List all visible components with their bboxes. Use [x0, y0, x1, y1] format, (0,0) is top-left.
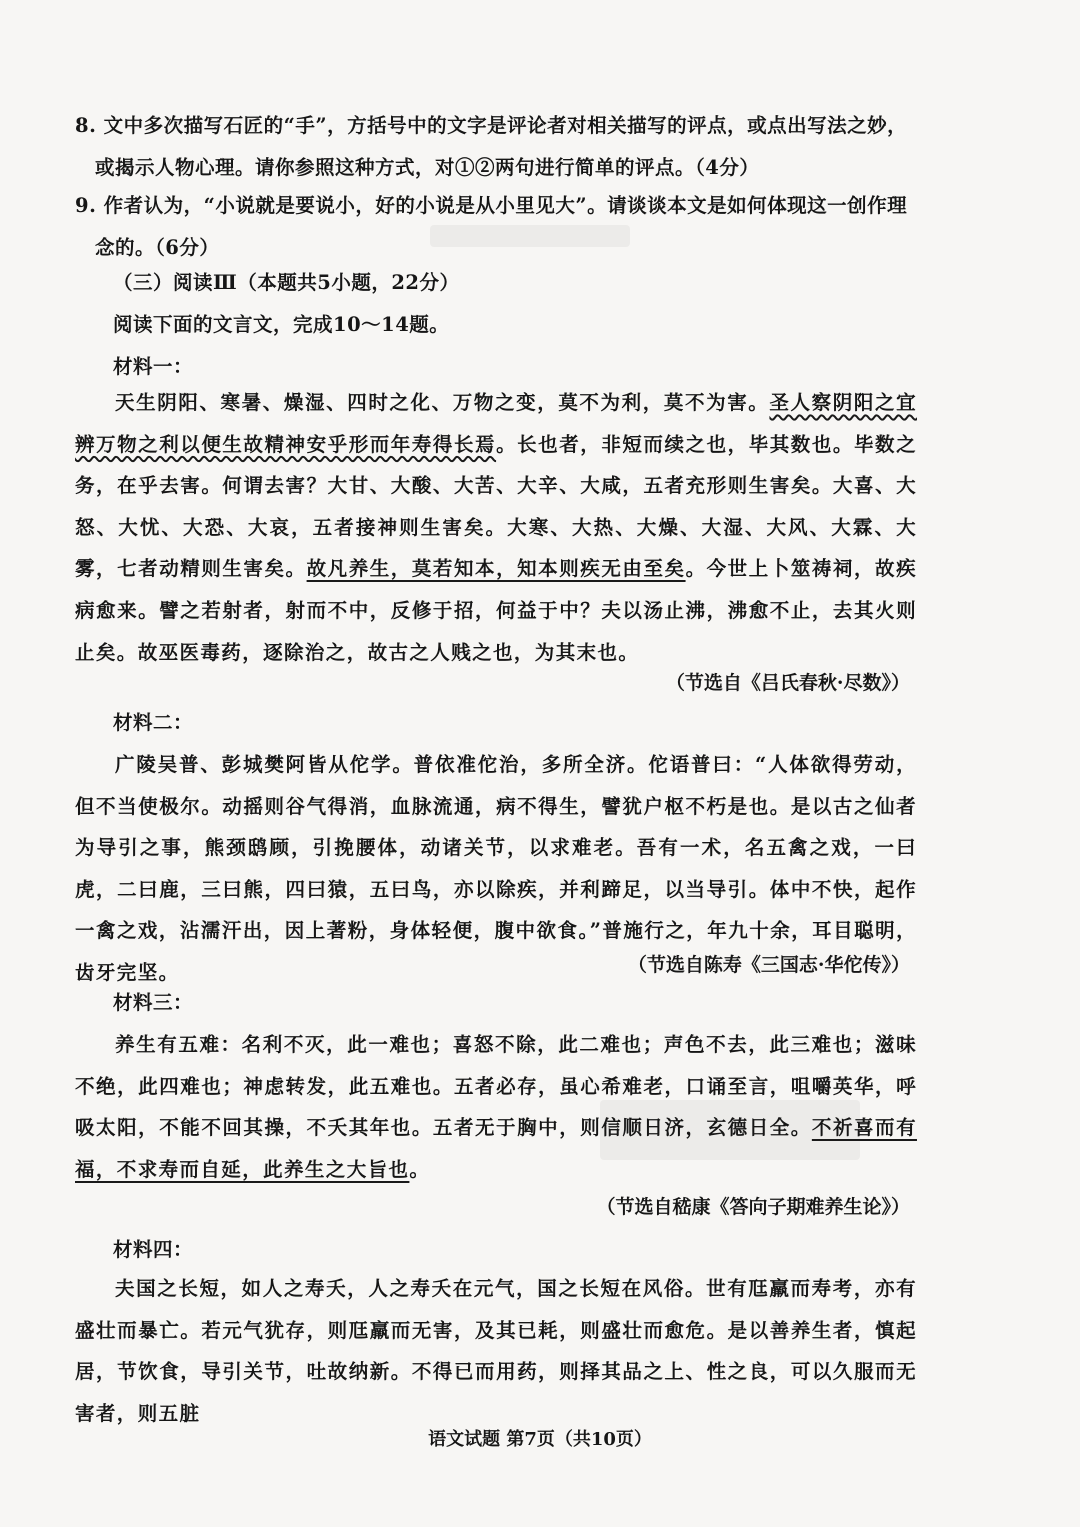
question-8-line-2: 或揭示人物心理。请你参照这种方式，对①②两句进行简单的评点。（4分） [95, 156, 760, 179]
material-1-text-a: 天生阴阳、寒暑、燥湿、四时之化、万物之变，莫不为利，莫不为害。 [115, 391, 770, 414]
section-instruction: 阅读下面的文言文，完成10～14题。 [113, 313, 450, 336]
material-1-source: （节选自《吕氏春秋·尽数》） [665, 672, 910, 694]
section-heading: （三）阅读Ⅲ（本题共5小题，22分） [113, 271, 460, 294]
material-1-underlined-sentence: 故凡养生，莫若知本，知本则疾无由至矣 [306, 557, 686, 581]
material-1-text-c: 。今世上卜筮祷祠，故疾病愈来。譬之若射者，射而不中，反修于招，何益于中？夫以汤止沸，沸愈不止，去其火则止矣。故巫医毒药，逐除治之，故古之人贱之也，为其末也。 [75, 557, 917, 664]
material-1-wavy-sentence: 圣人察阴阳之宜辨万物之利以便生故精神安乎形而年寿得长焉 [75, 391, 917, 456]
material-2-text: 广陵吴普、彭城樊阿皆从佗学。普依准佗治，多所全济。佗语普曰：“人体欲得劳动，但不当使极尔。动摇则谷气得消，血脉流通，病不得生，譬犹户枢不朽是也。是以古之仙者为导引之事，熊颈鸱顾，引挽腰体，动诸关节，以求难老。吾有一术，名五禽之戏，一曰虎，二曰鹿，三曰熊，四曰猿，五曰鸟，亦以除疾，并利蹄足，以当导引。体中不快，起作一禽之戏，沾濡汗出，因上著粉，身体轻便，腹中欲食。”普施行之，年九十余，耳目聪明，齿牙完坚。 [75, 753, 917, 984]
material-2-title: 材料二： [113, 711, 194, 734]
material-1-text-b: 。长也者，非短而续之也，毕其数也。毕数之务，在乎去害。何谓去害？大甘、大酸、大苦、大辛、大咸，五者充形则生害矣。大喜、大怒、大忧、大恐、大哀，五者接神则生害矣。大寒、大热、大燥、大湿、大风、大霖、大雾，七者动精则生害矣。 [75, 432, 917, 581]
material-1-title: 材料一： [113, 355, 194, 378]
question-8-line-1: 8. 文中多次描写石匠的“手”，方括号中的文字是评论者对相关描写的评点，或点出写法之妙， [75, 114, 908, 137]
material-3-text-b: 。 [409, 1157, 431, 1181]
material-3-underlined-sentence: 不祈喜而有福，不求寿而自延，此养生之大旨也 [75, 1116, 917, 1181]
page-footer: 语文试题 第7页（共10页） [428, 1429, 652, 1450]
material-3-title: 材料三： [113, 991, 194, 1014]
question-8 [75, 105, 935, 189]
material-4-title: 材料四： [113, 1238, 194, 1261]
question-9-line-1: 9. 作者认为，“小说就是要说小，好的小说是从小里见大”。请谈谈本文是如何体现这一创作理 [75, 194, 908, 217]
question-9-line-2: 念的。（6分） [95, 236, 220, 259]
material-3-text-a: 养生有五难：名利不灭，此一难也；喜怒不除，此二难也；声色不去，此三难也；滋味不绝，此四难也；神虑转发，此五难也。五者必存，虽心希难老，口诵至言，咀嚼英华，呼吸太阳，不能不回其操，不夭其年也。五者无于胸中，则信顺日济，玄德日全。 [75, 1033, 917, 1140]
material-3-source: （节选自嵇康《答向子期难养生论》） [596, 1196, 910, 1218]
material-4-text: 夫国之长短，如人之寿夭，人之寿夭在元气，国之长短在风俗。世有尫羸而寿考，亦有盛壮而暴亡。若元气犹存，则尫羸而无害，及其已耗，则盛壮而愈危。是以善养生者，慎起居，节饮食，导引关节，吐故纳新。不得已而用药，则择其品之上、性之良，可以久服而无害者，则五脏 [75, 1277, 917, 1425]
material-2-source: （节选自陈寿《三国志·华佗传》） [627, 954, 910, 976]
material-1-text [75, 382, 917, 673]
material-3-text [75, 1024, 917, 1190]
question-9 [75, 185, 935, 269]
